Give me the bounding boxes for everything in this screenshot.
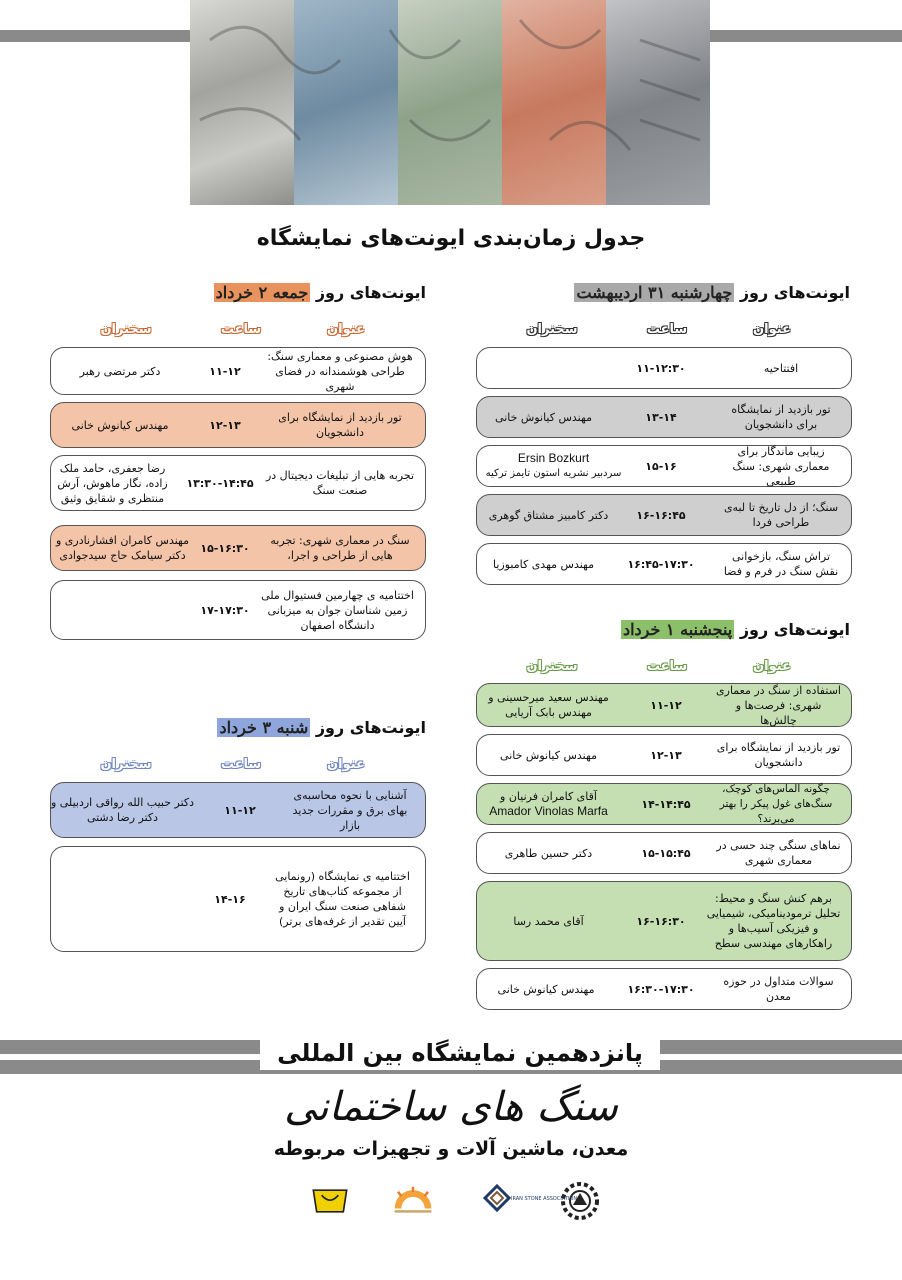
iran-stone-association-logo-icon bbox=[475, 1180, 578, 1222]
day3-row: تجربه هایی از تبلیغات دیجیتال در صنعت سنگ ۱۳:۳۰-۱۴:۴۵ رضا جعفری، حامد ملک زاده، نگار ماهوش، آرش منتظری و شقایق وثیق bbox=[50, 455, 426, 511]
day3-row: سنگ در معماری شهری: تجربه هایی از طراحی و اجرا، ۱۵-۱۶:۳۰ مهندس کامران افشارنادری و دکتر سیامک حاج سیدجوادی bbox=[50, 525, 426, 571]
day1-row: سنگ؛ از دل تاریخ تا لبه‌ی طراحی فردا ۱۶-۱۶:۴۵ دکتر کامبیز مشتاق گوهری bbox=[476, 494, 852, 536]
day2-row: چگونه الماس‌های کوچک، سنگ‌های غول پیکر را بهتر می‌برند؟ ۱۴-۱۴:۴۵ آقای کامران فرنیان و Amador Vinolas Marfa bbox=[476, 783, 852, 825]
day1-row: افتتاحیه ۱۱-۱۲:۳۰ bbox=[476, 347, 852, 389]
day2-row: تور بازدید از نمایشگاه برای دانشجویان ۱۲-۱۳ مهندس کیانوش خانی bbox=[476, 734, 852, 776]
day2-column-headers: عنوان ساعت سخنران bbox=[526, 659, 791, 674]
day3-row: هوش مصنوعی و معماری سنگ: طراحی هوشمندانه در فضای شهری ۱۱-۱۲ دکتر مرتضی رهبر bbox=[50, 347, 426, 395]
day2-row: نماهای سنگی چند حسی در معماری شهری ۱۵-۱۵:۴۵ دکتر حسین طاهری bbox=[476, 832, 852, 874]
footer-subtitle: معدن، ماشین آلات و تجهیزات مربوطه bbox=[273, 1138, 629, 1160]
sun-logo-icon bbox=[388, 1180, 438, 1222]
day4-row: آشنایی با نحوه محاسبه‌ی بهای برق و مقررات جدید بازار ۱۱-۱۲ دکتر حبیب الله رواقی اردبیلی و دکتر رضا دشتی bbox=[50, 782, 426, 838]
day4-row: اختتامیه ی نمایشگاه (رونمایی از مجموعه کتاب‌های تاریخ شفاهی صنعت سنگ ایران و آیین تقدیر از غرفه‌های برتر) ۱۴-۱۶ bbox=[50, 846, 426, 952]
page-title: جدول زمان‌بندی ایونت‌های نمایشگاه bbox=[256, 226, 646, 251]
footer-title: پانزدهمین نمایشگاه بین المللی bbox=[260, 1036, 660, 1070]
day3-column-headers: عنوان ساعت سخنران bbox=[100, 322, 365, 337]
day2-row: استفاده از سنگ در معماری شهری: فرصت‌ها و چالش‌ها ۱۱-۱۲ مهندس سعید میرحسینی و مهندس بابک آریایی bbox=[476, 683, 852, 727]
day1-row: تور بازدید از نمایشگاه برای دانشجویان ۱۳-۱۴ مهندس کیانوش خانی bbox=[476, 396, 852, 438]
day2-row: سوالات متداول در حوزه معدن ۱۶:۳۰-۱۷:۳۰ مهندس کیانوش خانی bbox=[476, 968, 852, 1010]
day4-title: ایونت‌های روز شنبه ۳ خرداد bbox=[219, 718, 426, 737]
day3-row: اختتامیه ی چهارمین فستیوال ملی زمین شناسان جوان به میزبانی دانشگاه اصفهان ۱۷-۱۷:۳۰ bbox=[50, 580, 426, 640]
day2-row: برهم کنش سنگ و محیط: تحلیل ترمودینامیکی، شیمیایی و فیزیکی آسیب‌ها و راهکارهای مهندسی سطح ۱۶-۱۶:۳۰ آقای محمد رسا bbox=[476, 881, 852, 961]
day1-row: تراش سنگ، بازخوانی نقش سنگ در فرم و فضا ۱۶:۴۵-۱۷:۳۰ مهندس مهدی کامبوزیا bbox=[476, 543, 852, 585]
day3-title: ایونت‌های روز جمعه ۲ خرداد bbox=[215, 283, 426, 302]
svg-text:IRAN STONE ASSOCIATION: IRAN STONE ASSOCIATION bbox=[511, 1196, 578, 1202]
day3-row: تور بازدید از نمایشگاه برای دانشجویان ۱۲-۱۳ مهندس کیانوش خانی bbox=[50, 402, 426, 448]
day1-column-headers: عنوان ساعت سخنران bbox=[526, 322, 791, 337]
shield-logo-icon bbox=[305, 1180, 355, 1222]
day2-title: ایونت‌های روز پنجشنبه ۱ خرداد bbox=[622, 620, 850, 639]
day1-row: زیبایی ماندگار برای معماری شهری: سنگ طبیعی ۱۵-۱۶ Ersin Bozkurt سردبیر نشریه استون تایمز ترکیه bbox=[476, 445, 852, 487]
day1-title: ایونت‌های روز چهارشنبه ۳۱ اردیبهشت bbox=[576, 283, 850, 302]
footer-script-title: سنگ های ساختمانی bbox=[284, 1084, 618, 1130]
day4-column-headers: عنوان ساعت سخنران bbox=[100, 757, 365, 772]
relief-pattern-overlay bbox=[190, 0, 710, 205]
